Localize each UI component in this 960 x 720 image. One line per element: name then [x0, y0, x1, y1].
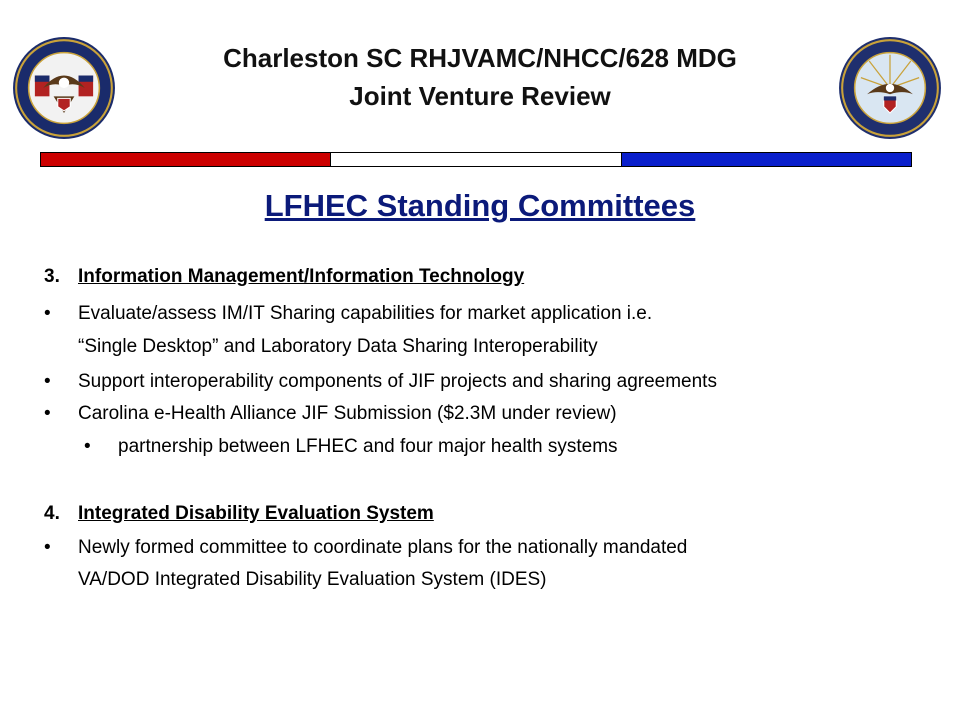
- section-heading: [44, 502, 434, 526]
- list-item: [44, 302, 652, 326]
- tricolor-divider: [40, 152, 912, 167]
- divider-red-segment: [41, 153, 330, 166]
- divider-white-segment: [330, 153, 621, 166]
- section-label: Integrated Disability Evaluation System: [78, 503, 434, 524]
- list-item-text: Evaluate/assess IM/IT Sharing capabilities for market application i.e.: [78, 303, 653, 324]
- list-item-text: partnership between LFHEC and four major health systems: [118, 436, 618, 457]
- bullet-icon: •: [84, 436, 91, 457]
- section-heading: [44, 265, 524, 289]
- list-item-continuation: “Single Desktop” and Laboratory Data Sharing Interoperability: [78, 336, 598, 357]
- list-item: [44, 370, 717, 394]
- list-item-text: Carolina e-Health Alliance JIF Submission ($2.3M under review): [78, 403, 617, 424]
- section-label: Information Management/Information Technology: [78, 266, 525, 287]
- header-title: Charleston SC RHJVAMC/NHCC/628 MDG: [223, 43, 737, 73]
- list-item-continuation: VA/DOD Integrated Disability Evaluation System (IDES): [78, 569, 547, 590]
- sub-list-item: [84, 435, 618, 459]
- bullet-icon: •: [44, 371, 51, 392]
- header-subtitle: Joint Venture Review: [349, 81, 611, 111]
- list-item-text: Support interoperability components of JIF projects and sharing agreements: [78, 371, 717, 392]
- list-item-text: Newly formed committee to coordinate plans for the nationally mandated: [78, 537, 688, 558]
- section-number: 3.: [44, 266, 60, 287]
- section-number: 4.: [44, 503, 60, 524]
- bullet-icon: •: [44, 303, 51, 324]
- bullet-icon: •: [44, 537, 51, 558]
- list-item: [44, 536, 687, 560]
- slide-title: LFHEC Standing Committees: [264, 188, 696, 223]
- bullet-icon: •: [44, 403, 51, 424]
- list-item: [44, 402, 617, 426]
- divider-blue-segment: [622, 153, 911, 166]
